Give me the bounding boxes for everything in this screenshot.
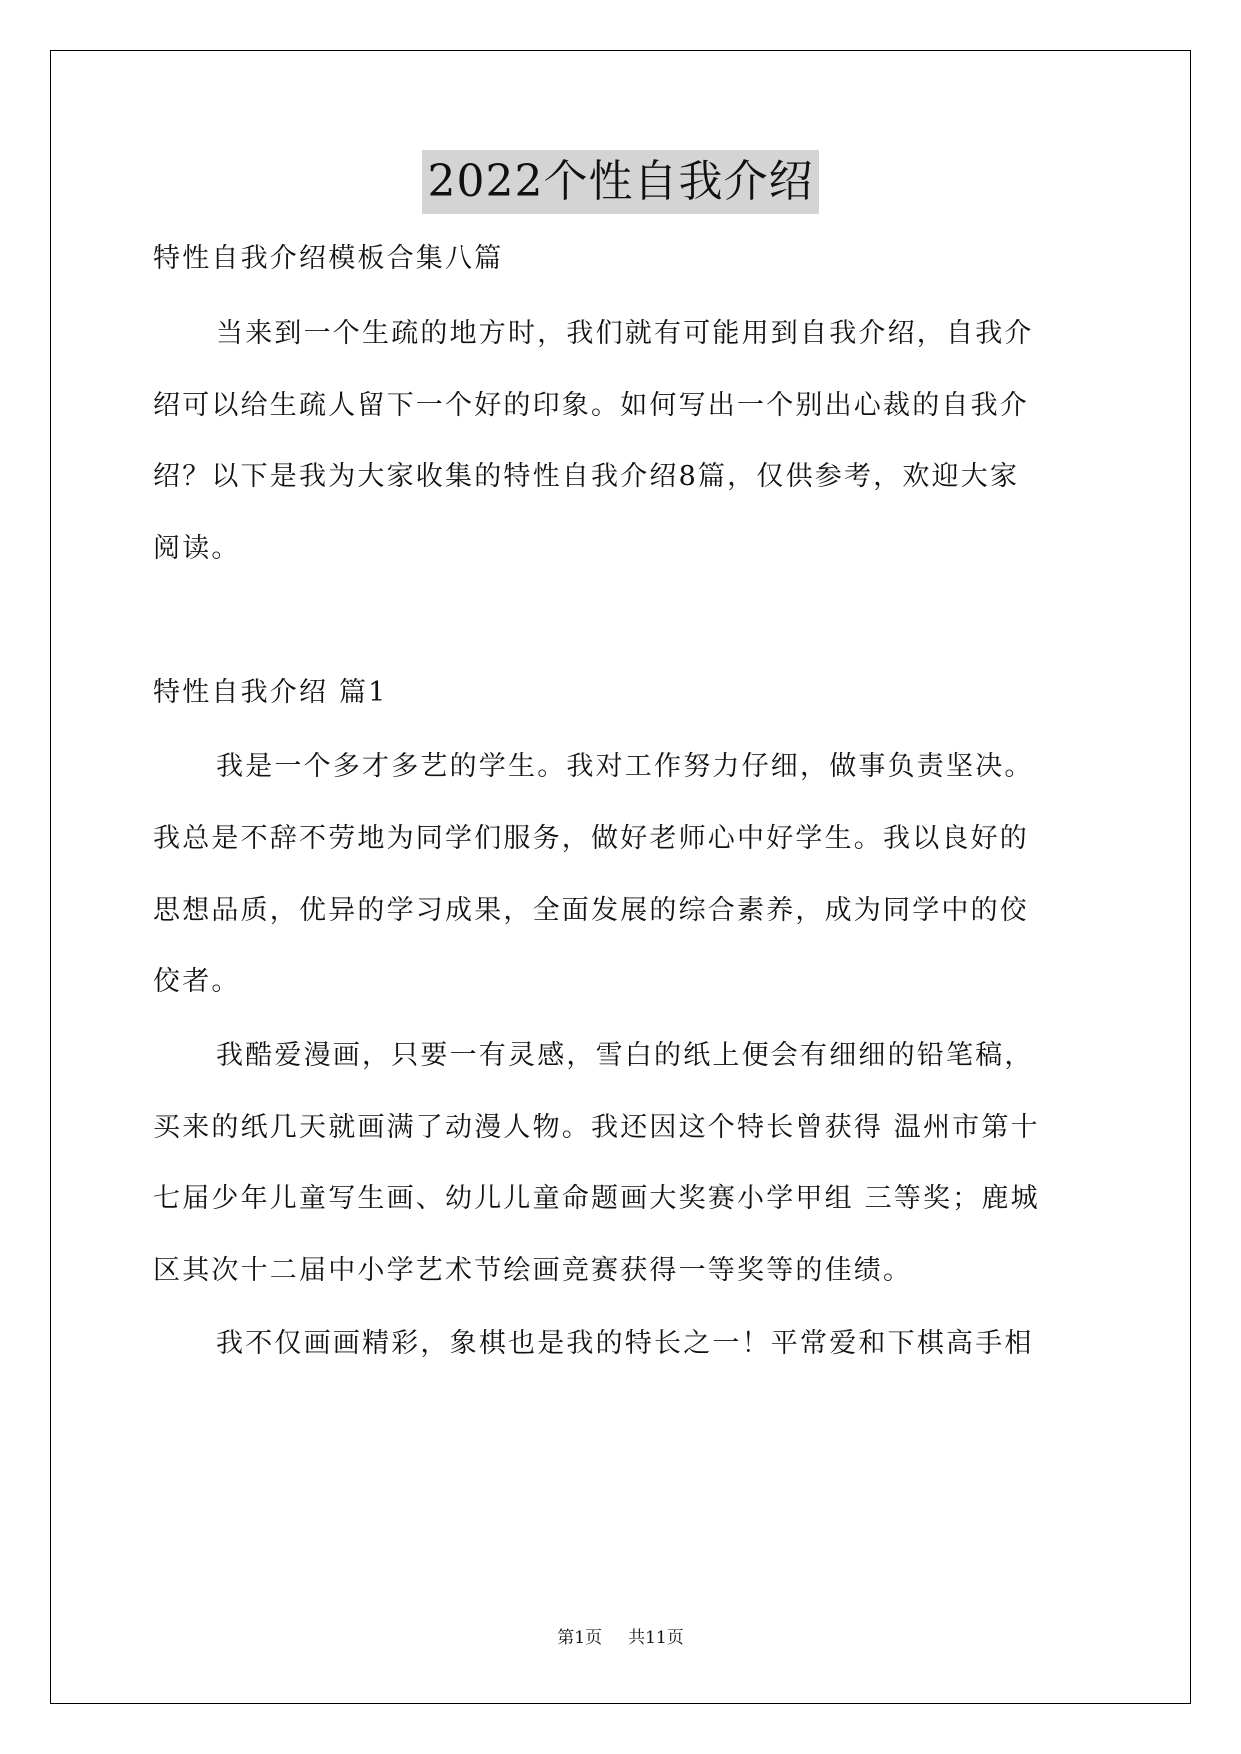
paragraph-line: 我是一个多才多艺的学生。我对工作努力仔细，做事负责坚决。 <box>216 751 1034 782</box>
page-footer <box>0 1626 1241 1650</box>
document-subtitle: 特性自我介绍模板合集八篇 <box>153 243 504 274</box>
paragraph-line: 佼者。 <box>153 966 241 997</box>
title-container <box>0 150 1241 214</box>
paragraph-line: 我总是不辞不劳地为同学们服务，做好老师心中好学生。我以良好的 <box>153 823 1029 854</box>
page-border <box>50 50 1191 1704</box>
paragraph-line: 我酷爱漫画，只要一有灵感，雪白的纸上便会有细细的铅笔稿， <box>216 1040 1034 1071</box>
paragraph-line: 当来到一个生疏的地方时，我们就有可能用到自我介绍，自我介 <box>216 318 1034 349</box>
paragraph-line: 思想品质，优异的学习成果，全面发展的综合素养，成为同学中的佼 <box>153 895 1029 926</box>
paragraph-line: 我不仅画画精彩，象棋也是我的特长之一！平常爱和下棋高手相 <box>216 1328 1034 1359</box>
page-number: 第1页 <box>557 1628 603 1648</box>
paragraph-line: 七届少年儿童写生画、幼儿儿童命题画大奖赛小学甲组 三等奖；鹿城 <box>153 1183 1040 1214</box>
paragraph-line: 绍可以给生疏人留下一个好的印象。如何写出一个别出心裁的自我介 <box>153 390 1029 421</box>
paragraph-line: 阅读。 <box>153 533 241 564</box>
document-title: 2022个性自我介绍 <box>422 150 820 214</box>
page-total: 共11页 <box>628 1628 684 1648</box>
paragraph-line: 买来的纸几天就画满了动漫人物。我还因这个特长曾获得 温州市第十 <box>153 1112 1040 1143</box>
section-heading: 特性自我介绍 篇1 <box>153 677 388 708</box>
paragraph-line: 绍？以下是我为大家收集的特性自我介绍8篇，仅供参考，欢迎大家 <box>153 461 1020 492</box>
paragraph-line: 区其次十二届中小学艺术节绘画竞赛获得一等奖等的佳绩。 <box>153 1255 913 1286</box>
